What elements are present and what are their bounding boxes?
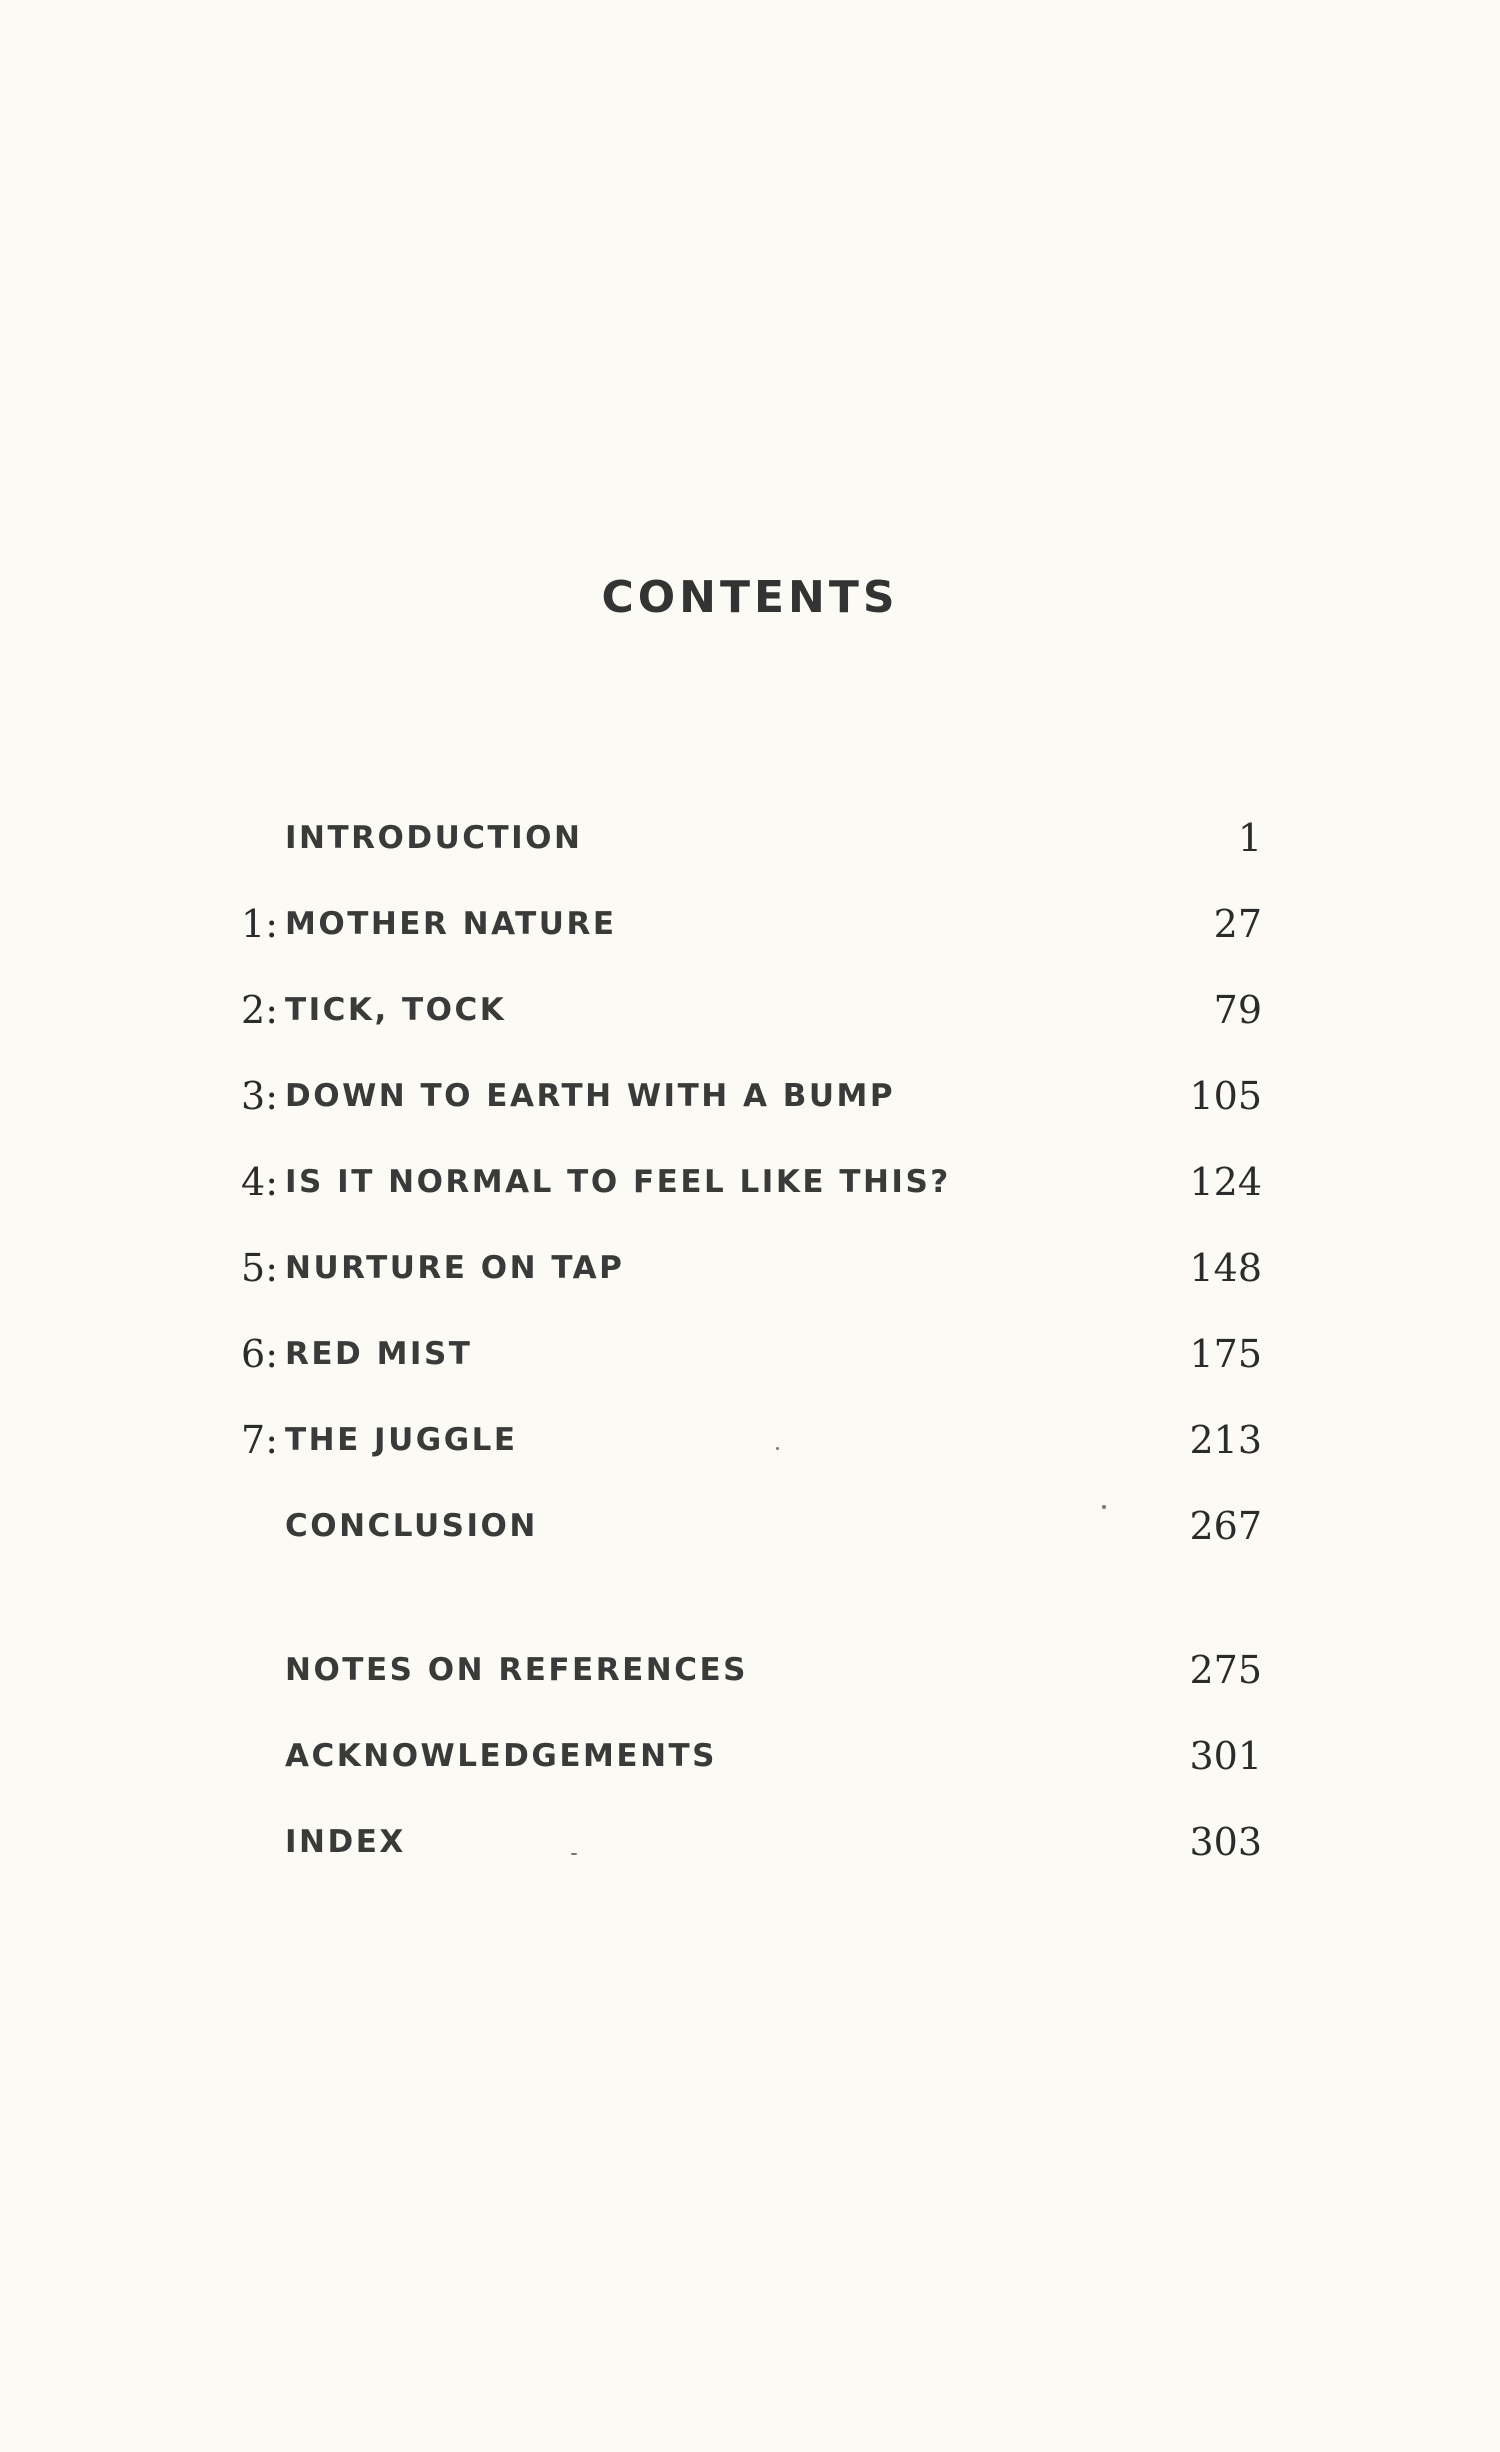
- toc-entry: [0, 894, 1500, 954]
- chapter-title: IS IT NORMAL TO FEEL LIKE THIS?: [285, 1164, 951, 1200]
- toc-entry: [0, 1238, 1500, 1298]
- chapter-number: 4:: [241, 1160, 278, 1204]
- chapter-title: THE JUGGLE: [285, 1422, 518, 1458]
- toc-entry: [0, 1812, 1500, 1872]
- chapter-title: MOTHER NATURE: [285, 906, 617, 942]
- toc-entry: [0, 1066, 1500, 1126]
- page-number: 79: [1213, 988, 1262, 1032]
- page-number: 301: [1189, 1734, 1262, 1778]
- page-title: CONTENTS: [601, 572, 899, 623]
- chapter-title: ACKNOWLEDGEMENTS: [285, 1738, 717, 1774]
- chapter-number: 6:: [241, 1332, 278, 1376]
- chapter-title: INTRODUCTION: [285, 820, 583, 856]
- page-number: 124: [1189, 1160, 1262, 1204]
- page-number: 175: [1189, 1332, 1262, 1376]
- page-number: 275: [1189, 1648, 1262, 1692]
- toc-entry: [0, 980, 1500, 1040]
- toc-entry: [0, 1152, 1500, 1212]
- chapter-title: RED MIST: [285, 1336, 473, 1372]
- chapter-title: TICK, TOCK: [285, 992, 507, 1028]
- page-number: 148: [1189, 1246, 1262, 1290]
- paper-speck: [571, 1853, 577, 1855]
- toc-entry: [0, 808, 1500, 868]
- paper-speck: [776, 1447, 779, 1450]
- page-number: 105: [1189, 1074, 1262, 1118]
- chapter-number: 1:: [241, 902, 278, 946]
- toc-entry: [0, 1410, 1500, 1470]
- chapter-number: 2:: [241, 988, 278, 1032]
- chapter-number: 5:: [241, 1246, 278, 1290]
- page-number: 213: [1189, 1418, 1262, 1462]
- chapter-title: NOTES ON REFERENCES: [285, 1652, 748, 1688]
- chapter-title: NURTURE ON TAP: [285, 1250, 625, 1286]
- page-number: 27: [1213, 902, 1262, 946]
- page-number: 1: [1237, 816, 1262, 860]
- chapter-title: INDEX: [285, 1824, 406, 1860]
- toc-entry: [0, 1324, 1500, 1384]
- chapter-number: 7:: [241, 1418, 278, 1462]
- paper-speck: [1102, 1505, 1106, 1509]
- chapter-title: CONCLUSION: [285, 1508, 538, 1544]
- chapter-title: DOWN TO EARTH WITH A BUMP: [285, 1078, 896, 1114]
- chapter-number: 3:: [241, 1074, 278, 1118]
- page-number: 267: [1189, 1504, 1262, 1548]
- toc-entry: [0, 1640, 1500, 1700]
- toc-entry: [0, 1726, 1500, 1786]
- page-number: 303: [1189, 1820, 1262, 1864]
- toc-entry: [0, 1496, 1500, 1556]
